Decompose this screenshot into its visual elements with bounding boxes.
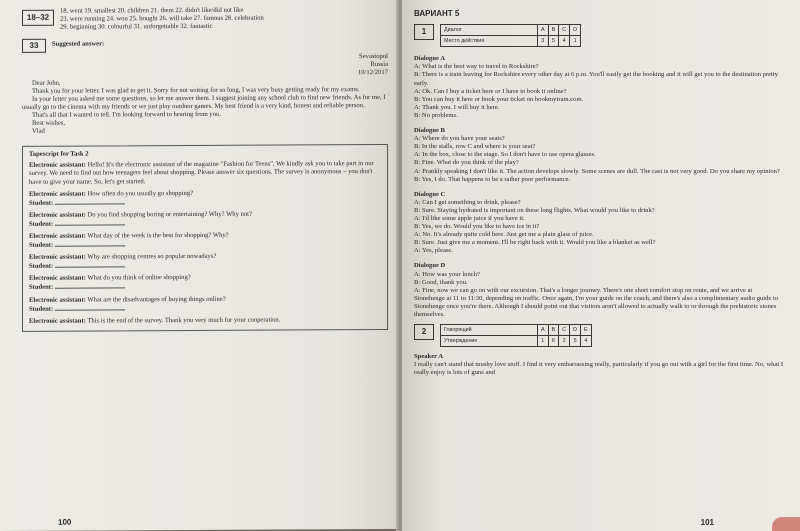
address-city: Sevastopol — [359, 53, 388, 61]
finger-photo-detail — [772, 517, 800, 531]
question-text: What are the disadvantages of buying things online? — [87, 295, 226, 304]
letter-paragraph-2: In your letter you asked me some questions, so let me answer them. I suggest joining any school club to find new friends. As for me, I usually go to the cinema with my friends or we just play outdoor games. My best friend is a very kind, honest and reliable person. — [22, 93, 386, 111]
dialogue-line: A: No. It's already quite cold here. Just get me a plain glass of juice. — [414, 231, 594, 239]
blank-line — [55, 283, 125, 289]
dialogue-line: A: Fine, now we can go on with our excursion. That's a longer journey. There's one short comfort stop on route, and we arrive at Stonehenge at 11 to 11:30, depending on traffic. Once again, I'm your guide on the coach, and there's also a complimentary audio guide to Stonehenge once you're there. Although I should point out that visitors aren't allowed to actually walk to or through the prehistoric stones themselves. — [414, 286, 779, 318]
dialogue-line: B: Fine. What do you think of the play? — [414, 159, 519, 167]
table-row — [441, 25, 581, 36]
dialogue-line: A: What is the best way to travel to Rockshire? — [414, 63, 539, 71]
blank-line — [55, 304, 125, 310]
student-label: Student: — [29, 305, 54, 313]
dialogue-line: B: Sure. Just give me a moment. I'll be right back with it. Would you like a blanket as well? — [414, 239, 656, 247]
letter-greeting: Dear John, — [32, 79, 61, 87]
student-label: Student: — [29, 284, 54, 292]
dialogue-line: A: How was your lunch? — [414, 270, 480, 278]
speaker-label: Electronic assistant: — [29, 274, 86, 283]
cell: 4 — [581, 336, 592, 347]
cell: B — [548, 325, 559, 336]
cell: 1 — [570, 36, 581, 47]
dialogue-line: B: You can buy it here or book your ticket on bookmytrain.com. — [414, 95, 584, 103]
student-line — [29, 260, 381, 271]
letter-signature: Vlad — [32, 127, 45, 135]
dialogue-c-title: Dialogue C — [414, 190, 446, 198]
address-country: Russia — [370, 61, 388, 69]
cell: A — [538, 325, 549, 336]
cell: C — [559, 325, 570, 336]
dialogue-line: B: Yes, I do. That happens to be a rather poor performance. — [414, 175, 571, 183]
dialogue-line: B: No problems. — [414, 111, 458, 119]
letter-address — [22, 53, 388, 79]
speaker-label: Electronic assistant: — [29, 161, 86, 170]
row-label: Говорящий — [441, 325, 538, 336]
question-text: Do you find shopping boring or entertaining? Why? Why not? — [87, 210, 252, 219]
letter-closing: Best wishes, — [32, 119, 65, 127]
dialogue-line: A: Thank you. I will buy it here. — [414, 103, 500, 111]
speaker-label: Electronic assistant: — [29, 317, 86, 325]
student-line — [29, 197, 381, 208]
answer-key — [22, 6, 388, 332]
student-label: Student: — [29, 199, 54, 207]
answer-table — [440, 324, 592, 347]
table-number-box: 2 — [414, 324, 434, 340]
speaker-label: Electronic assistant: — [29, 211, 86, 219]
cell: A — [538, 25, 549, 36]
answer-table — [440, 24, 581, 47]
key-line-2: 23. were running 24. won 25. bought 26. will take 27. famous 28. celebration — [60, 14, 264, 23]
dialogue-line: B: In the stalls, row C and where is your seat? — [414, 143, 536, 151]
student-label: Student: — [29, 241, 54, 249]
dialogue-line: A: Yes, please. — [414, 247, 454, 255]
letter-date: 10/12/2017 — [357, 69, 388, 77]
tapescript-title: Tapescript for Task 2 — [29, 150, 89, 159]
key-line-1: 18. went 19. smallest 20. children 21. them 22. didn't like/did not like — [60, 6, 244, 15]
question-text: What do you think of online shopping? — [87, 274, 191, 282]
speaker-a-text: I really can't stand that mushy love stuff. I find it very embarrassing really, particularly if you go out with a girl for the first time. No, what I really enjoy is lots of guns and — [414, 361, 784, 377]
table-number-box: 1 — [414, 24, 434, 40]
task-number-box: 33 — [22, 39, 46, 53]
dialogue-line: B: Yes, we do. Would you like to have ice in it? — [414, 223, 540, 231]
speaker-a-title: Speaker A — [414, 353, 444, 361]
letter-paragraph-3: That's all that I wanted to tell. I'm looking forward to hearing from you. — [32, 110, 221, 119]
speaker-label: Electronic assistant: — [29, 232, 86, 240]
student-line — [29, 303, 381, 314]
student-line — [29, 281, 381, 292]
answer-table-2 — [414, 324, 784, 347]
cell: 2 — [559, 336, 570, 347]
cell: 3 — [538, 36, 549, 47]
blank-line — [55, 240, 125, 246]
end-text: This is the end of the survey. Thank you very much for your cooperation. — [87, 316, 281, 325]
left-page — [0, 0, 398, 531]
cell: E — [581, 325, 592, 336]
dialogue-b-title: Dialogue B — [414, 127, 445, 135]
table-row — [441, 325, 592, 336]
dialogue-line: A: Can I get something to drink, please? — [414, 198, 521, 206]
table-row — [441, 336, 592, 347]
student-line — [29, 218, 381, 229]
cell: 1 — [538, 336, 549, 347]
tapescript-intro — [29, 160, 381, 186]
key-line-3: 29. beginning 30. colourful 31. unforgettable 32. fantastic — [60, 23, 213, 31]
cell: 5 — [548, 36, 559, 47]
tapescript-box — [22, 144, 388, 332]
student-label: Student: — [29, 220, 54, 228]
cell: B — [548, 25, 559, 36]
speaker-label: Electronic assistant: — [29, 296, 86, 304]
student-label: Student: — [29, 262, 54, 271]
dialogue-a-title: Dialogue A — [414, 55, 445, 63]
page-number-left: 100 — [58, 517, 72, 527]
dialogue-line: B: Sure. Staying hydrated is important on these long flights. What would you like to drink? — [414, 206, 655, 214]
dialogue-line: A: I'd like some apple juice if you have it. — [414, 214, 525, 222]
blank-line — [55, 262, 125, 268]
cell: 5 — [570, 336, 581, 347]
row-label: Место действия — [441, 36, 538, 47]
dialogue-line: A: Ok. Can I buy a ticket here or I have to book it online? — [414, 87, 567, 95]
cell: D — [570, 325, 581, 336]
question-text: Why are shopping centres so popular nowadays? — [87, 253, 217, 261]
dialogue-line: A: In the box, close to the stage. So I don't have to use opera glasses. — [414, 151, 596, 159]
right-page — [402, 0, 800, 531]
cell: 6 — [548, 336, 559, 347]
cell: D — [570, 25, 581, 36]
task-title: Suggested answer: — [52, 40, 105, 49]
question-text: What day of the week is the best for shopping? Why? — [87, 231, 229, 240]
dialogue-d-title: Dialogue D — [414, 262, 446, 270]
page-number-right: 101 — [700, 518, 714, 527]
dialogue-line: B: There is a train leaving for Rockshire every other day at 6 p.m. You'll easily get the booking and it will get you to the destination pretty early. — [414, 71, 779, 87]
student-line — [29, 239, 381, 250]
letter-paragraph-1: Thank you for your letter. I was glad to get it. Sorry for not writing for so long, I was very busy getting ready for my exams. — [32, 85, 360, 95]
blank-line — [55, 219, 125, 225]
tapescript-end — [29, 316, 381, 326]
variant-title: ВАРИАНТ 5 — [414, 9, 460, 18]
row-label: Утверждение — [441, 336, 538, 347]
dialogue-line: A: Where do you have your seats? — [414, 135, 505, 143]
dialogue-line: B: Good, thank you. — [414, 278, 468, 286]
intro-text: Hello! It's the electronic assistant of the magazine "Fashion for Teens". We kindly ask you to take part in our survey. We need to find out how teenagers feel about shopping. Please answer six questions. The survey is anonymous – you don't have to give your name. So, let's get started. — [29, 160, 374, 186]
question-text: How often do you usually go shopping? — [87, 189, 193, 198]
speaker-label: Electronic assistant: — [29, 190, 86, 198]
answer-table-1 — [414, 24, 784, 47]
row-label: Диалог — [441, 25, 538, 36]
cell: C — [559, 25, 570, 36]
blank-line — [55, 198, 125, 204]
dialogue-line: A: Frankly speaking I don't like it. The action develops slowly. Some scenes are dull. The cast is not very good. Do you share my opinion? — [414, 167, 780, 175]
key-range-box: 18–32 — [22, 10, 54, 26]
variant-content — [414, 10, 784, 378]
cell: 4 — [559, 36, 570, 47]
table-row — [441, 36, 581, 47]
speaker-label: Electronic assistant: — [29, 253, 86, 262]
